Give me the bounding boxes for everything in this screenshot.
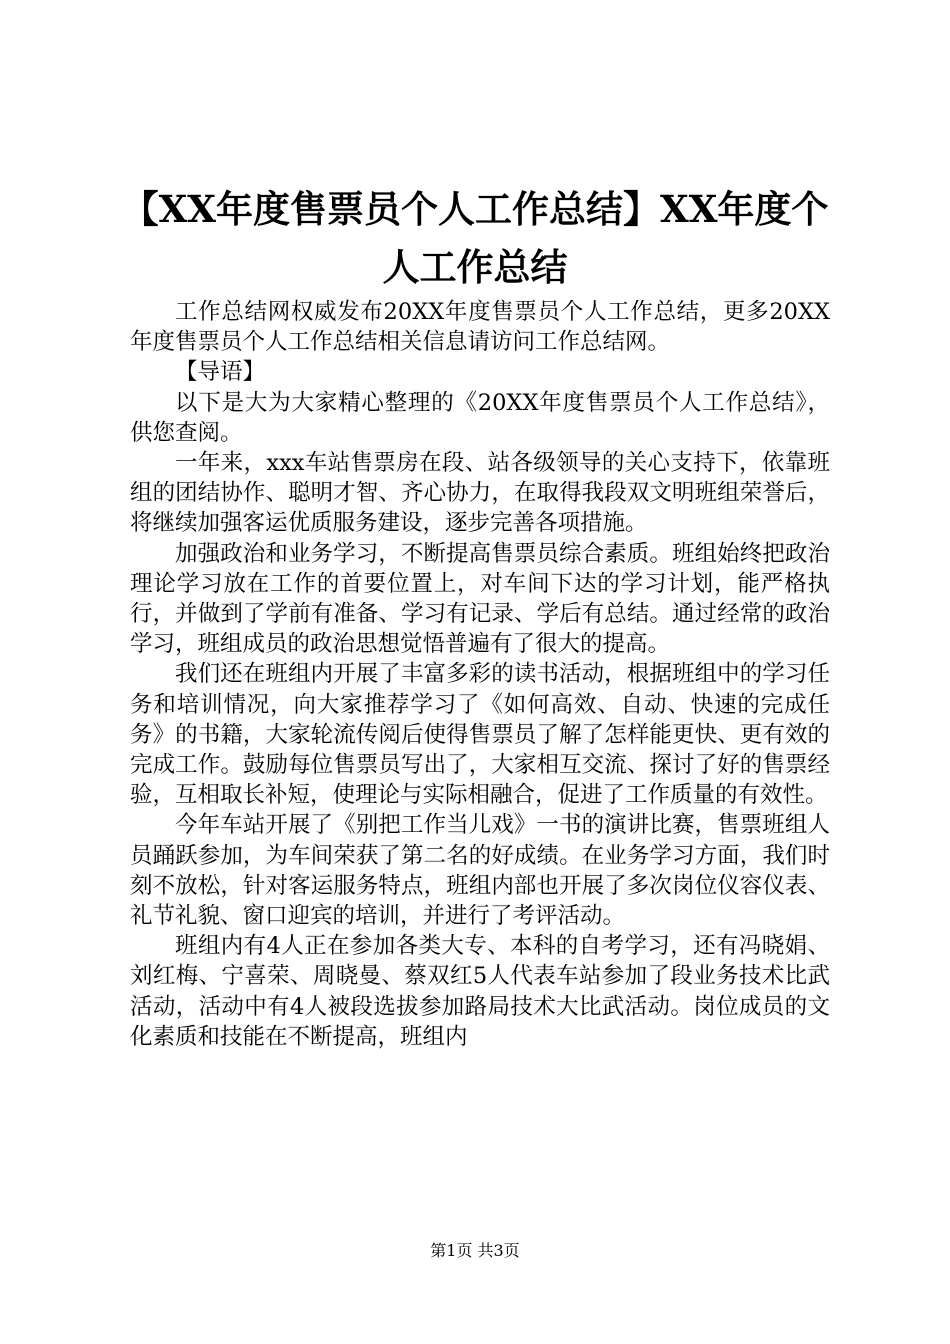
paragraph: 我们还在班组内开展了丰富多彩的读书活动，根据班组中的学习任务和培训情况，向大家推荐学习了《如何高效、自动、快速的完成任务》的书籍，大家轮流传阅后使得售票员了解了怎样能更快、更有效的完成工作。鼓励每位售票员写出了，大家相互交流、探讨了好的售票经验，互相取长补短，使理论与实际相融合，促进了工作质量的有效性。: [130, 661, 830, 809]
page-footer: 第1页 共3页: [430, 1241, 520, 1260]
paragraph-guide-heading: 【导语】: [175, 359, 266, 386]
paragraph: 今年车站开展了《别把工作当儿戏》一书的演讲比赛，售票班组人员踊跃参加，为车间荣获了第二名的好成绩。在业务学习方面，我们时刻不放松，针对客运服务特点，班组内部也开展了多次岗位仪容仪表、礼节礼貌、窗口迎宾的培训，并进行了考评活动。: [130, 812, 830, 930]
paragraph-intro: 工作总结网权威发布20XX年度售票员个人工作总结，更多20XX年度售票员个人工作总结相关信息请访问工作总结网。: [130, 299, 830, 356]
document-body: [130, 297, 830, 1052]
paragraph-guide: 以下是大为大家精心整理的《20XX年度售票员个人工作总结》，供您查阅。: [130, 389, 830, 446]
paragraph: 加强政治和业务学习，不断提高售票员综合素质。班组始终把政治理论学习放在工作的首要位置上，对车间下达的学习计划，能严格执行，并做到了学前有准备、学习有记录、学后有总结。通过经常的政治学习，班组成员的政治思想觉悟普遍有了很大的提高。: [130, 540, 830, 658]
document-title: 【XX年度售票员个人工作总结】XX年度个人工作总结: [121, 187, 829, 289]
paragraph: 一年来，xxx车站售票房在段、站各级领导的关心支持下，依靠班组的团结协作、聪明才智、齐心协力，在取得我段双文明班组荣誉后，将继续加强客运优质服务建设，逐步完善各项措施。: [130, 450, 830, 537]
paragraph: 班组内有4人正在参加各类大专、本科的自考学习，还有冯晓娟、刘红梅、宁喜荣、周晓曼、蔡双红5人代表车站参加了段业务技术比武活动，活动中有4人被段选拔参加路局技术大比武活动。岗位成员的文化素质和技能在不断提高，班组内: [130, 933, 830, 1050]
